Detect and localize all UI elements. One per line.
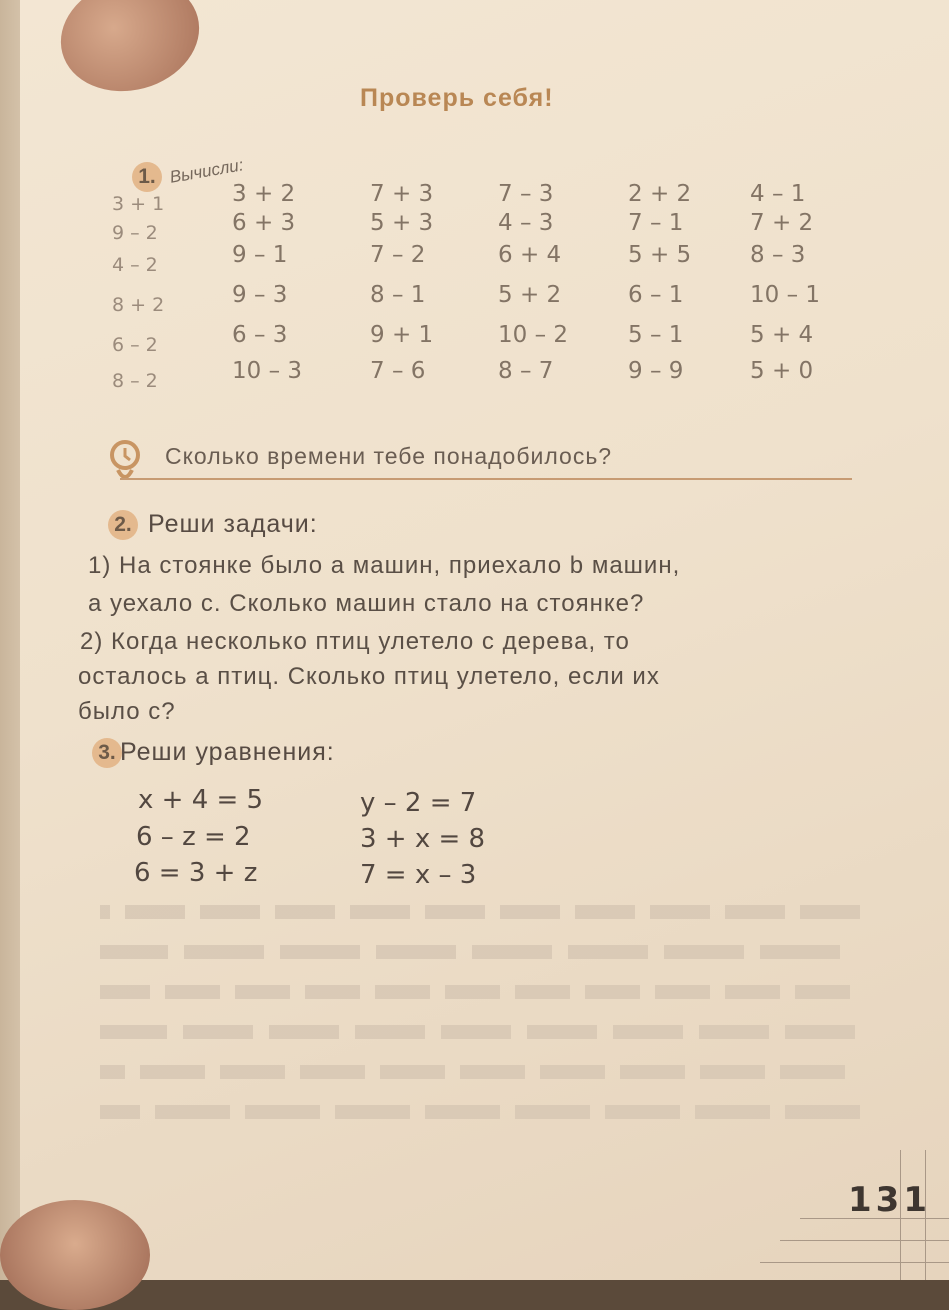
task-1-label: Вычисли: [168, 155, 245, 187]
problem-2-line-3: было c? [78, 698, 176, 725]
exercise-item: 5 + 0 [750, 358, 814, 384]
exercise-item: 3 + 1 [112, 193, 165, 215]
exercise-item: 9 – 2 [112, 222, 158, 244]
grid-line [780, 1240, 949, 1241]
problem-2-line-2: осталось a птиц. Сколько птиц улетело, если их [78, 663, 660, 690]
exercise-item: 6 – 2 [112, 334, 158, 356]
exercise-item: 4 – 1 [750, 181, 806, 207]
exercise-item: 7 + 2 [750, 210, 814, 236]
bleed-through-line [100, 905, 860, 919]
problem-1-line-1: 1) На стоянке было a машин, приехало b машин, [88, 552, 681, 579]
task-1-number: 1. [132, 162, 162, 192]
exercise-item: 3 + 2 [232, 181, 296, 207]
bleed-through-line [100, 1065, 845, 1079]
exercise-item: 7 – 6 [370, 358, 426, 384]
exercise-item: 9 – 3 [232, 282, 288, 308]
exercise-item: 7 – 3 [498, 181, 554, 207]
bleed-through-line [100, 985, 850, 999]
problem-2-line-1: 2) Когда несколько птиц улетело с дерева, то [80, 628, 630, 655]
exercise-item: 9 + 1 [370, 322, 434, 348]
exercise-item: 8 – 3 [750, 242, 806, 268]
divider-line [120, 478, 852, 480]
exercise-item: 8 – 7 [498, 358, 554, 384]
exercise-item: 6 – 3 [232, 322, 288, 348]
task-2-heading: Реши задачи: [148, 510, 318, 538]
equation-left-2: 6 – z = 2 [136, 822, 251, 852]
exercise-item: 5 + 4 [750, 322, 814, 348]
page-number: 131 [848, 1180, 931, 1220]
exercise-item: 10 – 2 [498, 322, 569, 348]
exercise-item: 5 + 3 [370, 210, 434, 236]
task-3-number: 3. [92, 738, 122, 768]
exercise-item: 7 – 1 [628, 210, 684, 236]
exercise-item: 10 – 3 [232, 358, 303, 384]
exercise-item: 5 – 1 [628, 322, 684, 348]
textbook-page [20, 0, 949, 1280]
exercise-item: 5 + 5 [628, 242, 692, 268]
exercise-item: 4 – 2 [112, 254, 158, 276]
exercise-item: 2 + 2 [628, 181, 692, 207]
exercise-item: 8 – 1 [370, 282, 426, 308]
task-2-number: 2. [108, 510, 138, 540]
bleed-through-line [100, 945, 840, 959]
exercise-item: 8 – 2 [112, 370, 158, 392]
exercise-item: 9 – 9 [628, 358, 684, 384]
exercise-item: 5 + 2 [498, 282, 562, 308]
task-3-heading: Реши уравнения: [120, 738, 335, 766]
exercise-item: 7 + 3 [370, 181, 434, 207]
equation-left-1: x + 4 = 5 [138, 785, 264, 815]
exercise-item: 9 – 1 [232, 242, 288, 268]
thumb [0, 1200, 150, 1310]
time-question: Сколько времени тебе понадобилось? [165, 443, 613, 469]
page-title: Проверь себя! [360, 84, 554, 112]
exercise-item: 8 + 2 [112, 294, 165, 316]
equation-right-3: 7 = x – 3 [360, 860, 477, 890]
equation-right-1: y – 2 = 7 [360, 788, 477, 818]
equation-right-2: 3 + x = 8 [360, 824, 486, 854]
exercise-item: 7 – 2 [370, 242, 426, 268]
exercise-item: 10 – 1 [750, 282, 821, 308]
exercise-item: 6 + 3 [232, 210, 296, 236]
exercise-item: 6 – 1 [628, 282, 684, 308]
problem-1-line-2: а уехало c. Сколько машин стало на стоянке? [88, 590, 645, 617]
bleed-through-line [100, 1105, 860, 1119]
grid-line [760, 1262, 949, 1263]
exercise-item: 4 – 3 [498, 210, 554, 236]
equation-left-3: 6 = 3 + z [134, 858, 258, 888]
exercise-item: 6 + 4 [498, 242, 562, 268]
bleed-through-line [100, 1025, 855, 1039]
